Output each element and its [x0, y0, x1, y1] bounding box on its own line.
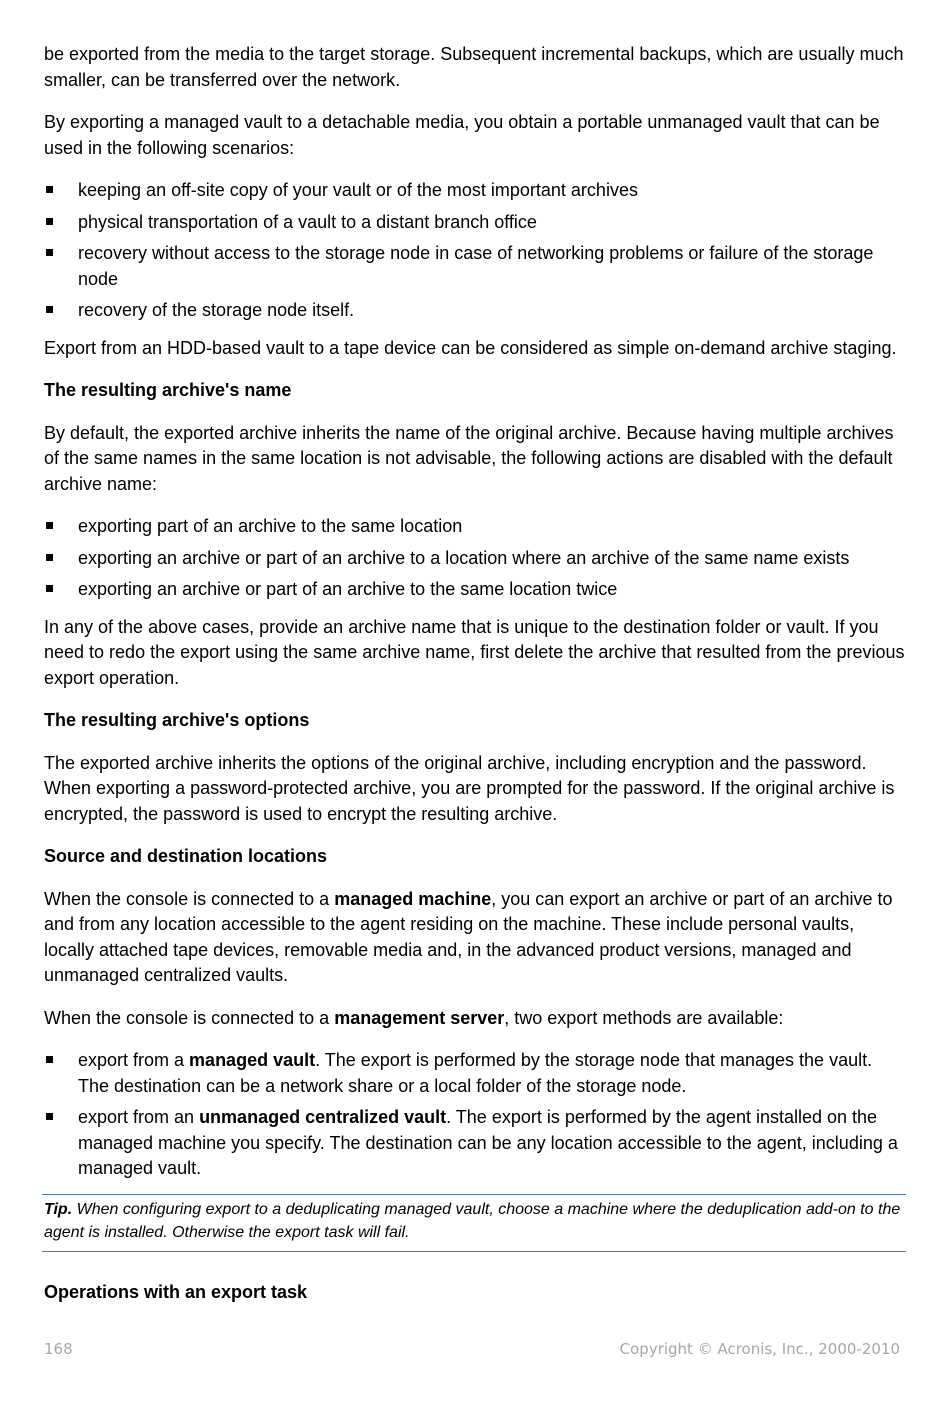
export-methods-list [44, 1048, 906, 1182]
square-bullet-icon [46, 585, 53, 592]
tip-box [42, 1194, 906, 1252]
list-item: recovery without access to the storage node in case of networking problems or failure of the storage node [44, 241, 906, 292]
section-heading-archive-name: The resulting archive's name [44, 380, 292, 400]
disabled-actions-list [44, 514, 906, 603]
document-body [44, 42, 906, 1322]
list-item: physical transportation of a vault to a distant branch office [44, 210, 906, 236]
list-item: export from an unmanaged centralized vault. The export is performed by the agent installed on the managed machine you specify. The destination can be any location accessible to the agent, including a managed vault. [44, 1105, 906, 1182]
tip-text: When configuring export to a deduplicating managed vault, choose a machine where the deduplication add-on to the agent is installed. Otherwise the export task will fail. [44, 1200, 901, 1241]
square-bullet-icon [46, 218, 53, 225]
list-item: exporting an archive or part of an archive to a location where an archive of the same name exists [44, 546, 906, 572]
locations-paragraph-2: When the console is connected to a management server, two export methods are available: [44, 1007, 784, 1028]
locations-paragraph-1: When the console is connected to a managed machine, you can export an archive or part of an archive to and from any location accessible to the agent residing on the machine. These include personal vaults, locally attached tape devices, removable media and, in the advanced product versions, managed and unmanaged centralized vaults. [44, 888, 893, 985]
copyright-notice: Copyright © Acronis, Inc., 2000-2010 [619, 1340, 900, 1358]
square-bullet-icon [46, 554, 53, 561]
square-bullet-icon [46, 186, 53, 193]
square-bullet-icon [46, 522, 53, 529]
square-bullet-icon [46, 249, 53, 256]
list-item: exporting an archive or part of an archive to the same location twice [44, 577, 906, 603]
list-item: exporting part of an archive to the same location [44, 514, 906, 540]
list-item: export from a managed vault. The export is performed by the storage node that manages the vault. The destination can be a network share or a local folder of the storage node. [44, 1048, 906, 1099]
square-bullet-icon [46, 306, 53, 313]
archive-name-paragraph-1: By default, the exported archive inherits the name of the original archive. Because having multiple archives of the same names in the same location is not advisable, the following actions are disabled with the default archive name: [44, 422, 894, 494]
square-bullet-icon [46, 1113, 53, 1120]
list-item: recovery of the storage node itself. [44, 298, 906, 324]
square-bullet-icon [46, 1056, 53, 1063]
archive-name-paragraph-2: In any of the above cases, provide an archive name that is unique to the destination folder or vault. If you need to redo the export using the same archive name, first delete the archive that resulted from the previous export operation. [44, 616, 905, 688]
section-heading-operations: Operations with an export task [44, 1281, 308, 1302]
section-heading-locations: Source and destination locations [44, 846, 328, 866]
section-heading-archive-options: The resulting archive's options [44, 710, 310, 730]
tip-label: Tip. [44, 1200, 73, 1218]
scenarios-list [44, 178, 906, 324]
intro-paragraph-1: be exported from the media to the target storage. Subsequent incremental backups, which are usually much smaller, can be transferred over the network. [44, 44, 904, 90]
intro-paragraph-2: By exporting a managed vault to a detachable media, you obtain a portable unmanaged vault that can be used in the following scenarios: [44, 112, 880, 158]
page-number: 168 [44, 1340, 73, 1358]
list-item: keeping an off-site copy of your vault or of the most important archives [44, 178, 906, 204]
archive-options-paragraph: The exported archive inherits the options of the original archive, including encryption and the password. When exporting a password-protected archive, you are prompted for the password. If the original archive is encrypted, the password is used to encrypt the resulting archive. [44, 752, 895, 824]
intro-paragraph-3: Export from an HDD-based vault to a tape device can be considered as simple on-demand archive staging. [44, 337, 897, 358]
